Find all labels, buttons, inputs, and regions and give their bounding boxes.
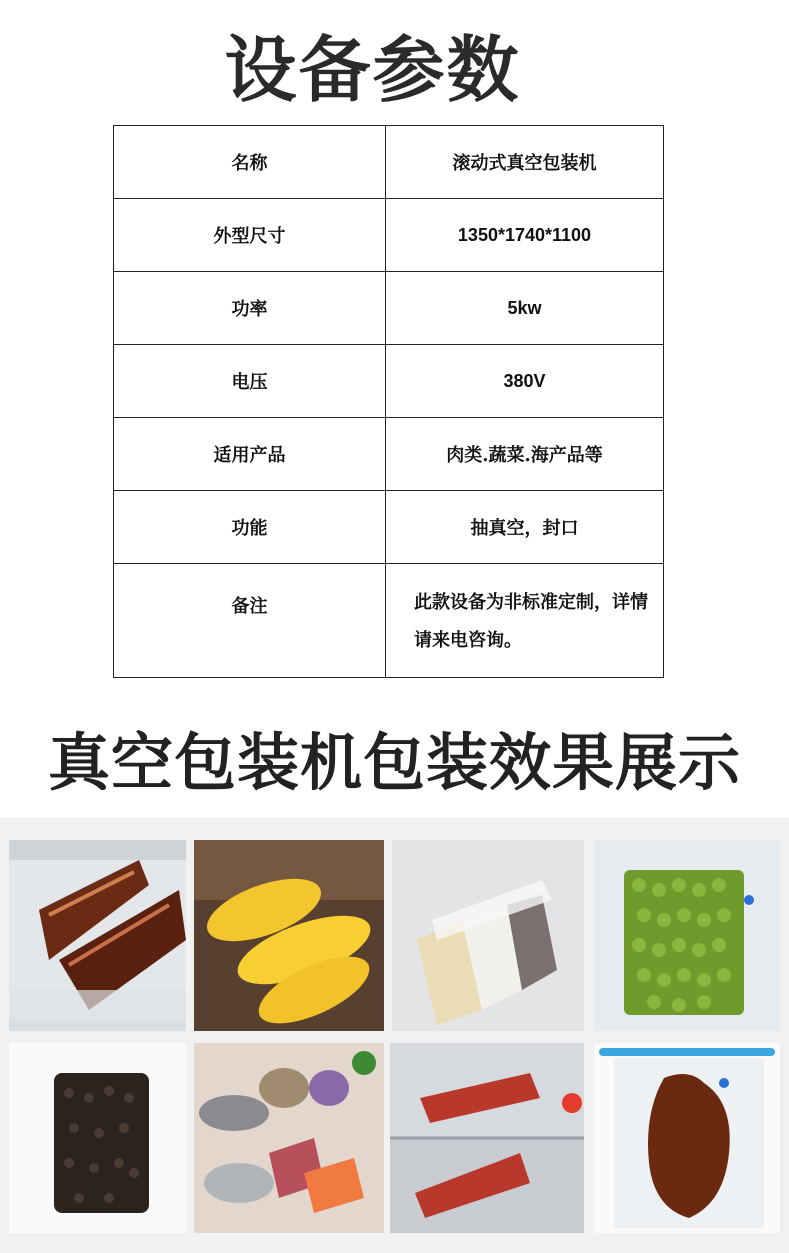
spec-row [114, 345, 664, 418]
spec-label: 备注 [114, 564, 386, 678]
spec-row [114, 126, 664, 199]
spec-value: 380V [386, 345, 664, 418]
vacuum-packed-dark-beans-icon [9, 1043, 186, 1233]
spec-value: 滚动式真空包装机 [386, 126, 664, 199]
spec-label: 适用产品 [114, 418, 386, 491]
showcase-title: 真空包装机包装效果展示 [47, 726, 741, 799]
specs-title: 设备参数 [224, 28, 521, 112]
spec-label: 名称 [114, 126, 386, 199]
spec-label: 电压 [114, 345, 386, 418]
spec-row [114, 491, 664, 564]
vacuum-packed-seafood-meat-icon [194, 1043, 384, 1233]
spec-row [114, 199, 664, 272]
spec-value: 此款设备为非标准定制，详情请来电咨询。 [386, 564, 664, 678]
spec-value: 5kw [386, 272, 664, 345]
spec-row [114, 418, 664, 491]
spec-value: 肉类.蔬菜.海产品等 [386, 418, 664, 491]
spec-label: 外型尺寸 [114, 199, 386, 272]
vacuum-packed-bacon-icon [9, 840, 186, 1031]
spec-label: 功率 [114, 272, 386, 345]
spec-row [114, 564, 664, 678]
spec-value: 抽真空，封口 [386, 491, 664, 564]
spec-table [113, 125, 664, 678]
vacuum-packed-roast-meat-icon [390, 1043, 584, 1233]
vacuum-packed-rice-bricks-icon [392, 840, 584, 1031]
spec-label: 功能 [114, 491, 386, 564]
spec-value: 1350*1740*1100 [386, 199, 664, 272]
vacuum-packed-olives-icon [594, 840, 780, 1031]
vacuum-packed-roast-duck-icon [594, 1043, 780, 1233]
photo-gallery [0, 818, 789, 1253]
vacuum-packed-corn-icon [194, 840, 384, 1031]
spec-row [114, 272, 664, 345]
